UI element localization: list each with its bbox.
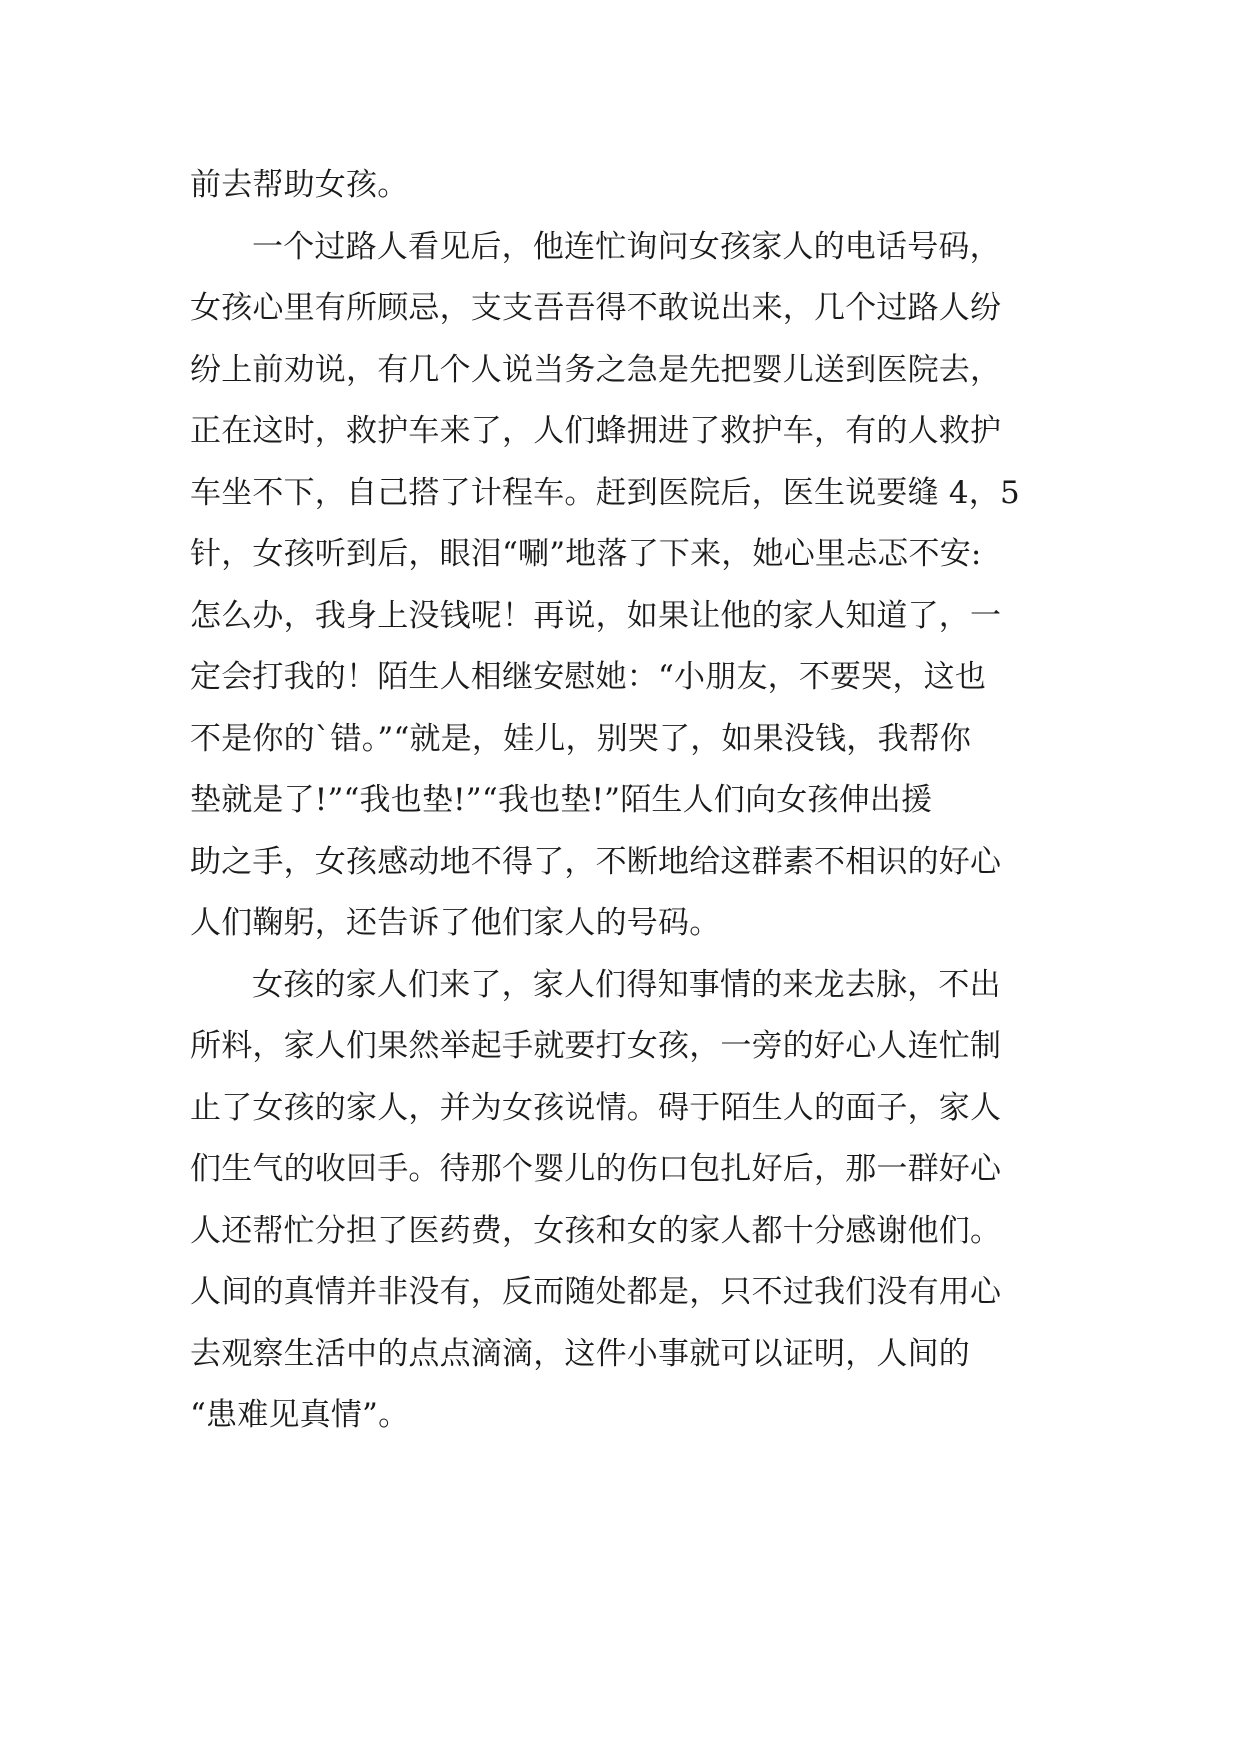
text-line: 垫就是了!”“我也垫!”“我也垫!”陌生人们向女孩伸出援 bbox=[190, 782, 933, 818]
text-line: 定会打我的！陌生人相继安慰她：“小朋友，不要哭，这也 bbox=[190, 659, 987, 695]
text-line: 纷上前劝说，有几个人说当务之急是先把婴儿送到医院去， bbox=[190, 351, 1002, 388]
text-line: 所料，家人们果然举起手就要打女孩，一旁的好心人连忙制 bbox=[190, 1028, 1002, 1064]
text-line: 人间的真情并非没有，反而随处都是，只不过我们没有用心 bbox=[190, 1274, 1002, 1310]
paragraph-first-line: 一个过路人看见后，他连忙询问女孩家人的电话号码， bbox=[252, 228, 1001, 265]
text-line: 前去帮助女孩。 bbox=[190, 167, 409, 203]
body-text bbox=[190, 155, 1070, 1447]
text-line: 正在这时，救护车来了，人们蜂拥进了救护车，有的人救护 bbox=[190, 413, 1002, 449]
text-line: 怎么办，我身上没钱呢！再说，如果让他的家人知道了，一 bbox=[190, 597, 1002, 634]
text-line: 人们鞠躬，还告诉了他们家人的号码。 bbox=[190, 905, 721, 941]
text-line: 去观察生活中的点点滴滴，这件小事就可以证明，人间的 bbox=[190, 1335, 970, 1372]
paragraph-first-line: 女孩的家人们来了，家人们得知事情的来龙去脉，不出 bbox=[252, 966, 1001, 1003]
text-line: 助之手，女孩感动地不得了，不断地给这群素不相识的好心 bbox=[190, 843, 1002, 880]
text-line: “患难见真情”。 bbox=[190, 1397, 410, 1433]
text-line: 针，女孩听到后，眼泪“唰”地落了下来，她心里忐忑不安: bbox=[190, 536, 982, 572]
text-line: 们生气的收回手。待那个婴儿的伤口包扎好后，那一群好心 bbox=[190, 1151, 1002, 1187]
text-line: 止了女孩的家人，并为女孩说情。碍于陌生人的面子，家人 bbox=[190, 1089, 1002, 1126]
text-line: 车坐不下，自己搭了计程车。赶到医院后，医生说要缝 4，5 bbox=[190, 474, 1020, 511]
text-line: 不是你的`错。”“就是，娃儿，别哭了，如果没钱，我帮你 bbox=[190, 720, 972, 757]
text-line: 人还帮忙分担了医药费，女孩和女的家人都十分感谢他们。 bbox=[190, 1212, 1002, 1249]
text-line: 女孩心里有所顾忌，支支吾吾得不敢说出来，几个过路人纷 bbox=[190, 290, 1002, 326]
